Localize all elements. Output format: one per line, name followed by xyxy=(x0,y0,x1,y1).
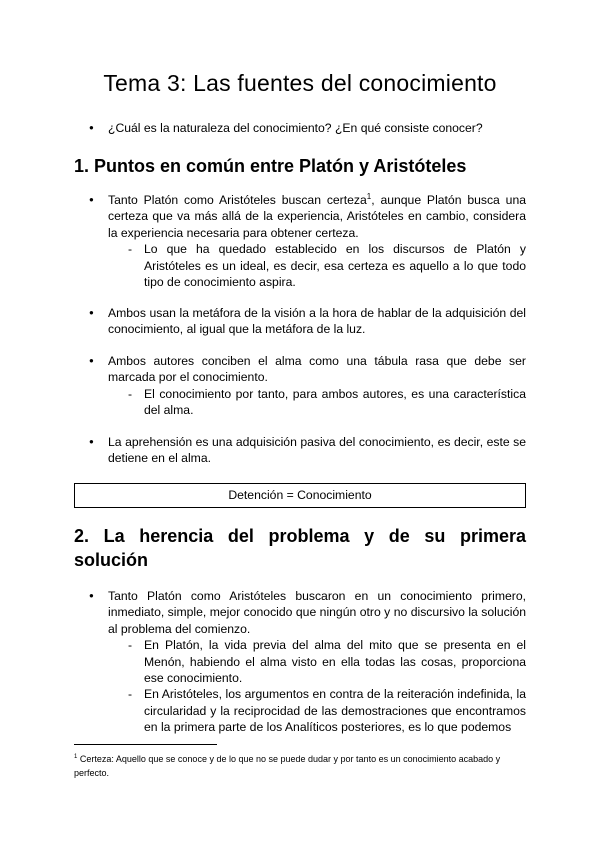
section-1-item-3 xyxy=(74,353,526,419)
sub-item: - Lo que ha quedado establecido en los discursos de Platón y Aristóteles es un ideal, es decir, esa certeza es aquello a lo que todo tipo de conocimiento aspira. xyxy=(74,241,526,290)
sub-item: - En Aristóteles, los argumentos en contra de la reiteración indefinida, la circularidad y la reciprocidad de las demostraciones que encontramos en la primera parte de los Analíticos posteriores, es lo que podemos xyxy=(74,686,526,735)
intro-question: ● ¿Cuál es la naturaleza del conocimiento? ¿En qué consiste conocer? xyxy=(74,120,526,136)
bullet-item: ● Tanto Platón como Aristóteles buscaron en un conocimiento primero, inmediato, simple, mejor conocido que ningún otro y no discursivo la solución al problema del comienzo. xyxy=(74,588,526,637)
sub-item: - El conocimiento por tanto, para ambos autores, es una característica del alma. xyxy=(74,386,526,419)
footnote-divider xyxy=(74,744,217,745)
item-text: Tanto Platón como Aristóteles buscan certeza xyxy=(108,193,367,207)
intro-block xyxy=(74,120,526,136)
footnote-number: 1 xyxy=(74,754,78,760)
bullet-item: ● Ambos usan la metáfora de la visión a la hora de hablar de la adquisición del conocimiento, al igual que la metáfora de la luz. xyxy=(74,305,526,338)
section-2-heading: 2. La herencia del problema y de su primera solución xyxy=(74,526,526,570)
section-2-item-1 xyxy=(74,588,526,736)
footnote xyxy=(74,752,526,780)
section-1-heading: 1. Puntos en común entre Platón y Aristóteles xyxy=(74,156,467,176)
footnote-ref[interactable]: 1 xyxy=(366,191,372,201)
section-1-item-4 xyxy=(74,434,526,467)
section-1-item-1 xyxy=(74,192,526,290)
page-title: Tema 3: Las fuentes del conocimiento xyxy=(103,70,497,96)
bullet-item: ● Ambos autores conciben el alma como una tábula rasa que debe ser marcada por el conocimiento. xyxy=(74,353,526,386)
item-text-cont: , aunque Platón busca una certeza que va más allá de la experiencia, Aristóteles en cambio, considera la experiencia necesaria para obtener certeza. xyxy=(108,193,526,240)
footnote-text: Certeza: Aquello que se conoce y de lo que no se puede dudar y por tanto es un conocimiento acabado y perfecto. xyxy=(74,754,501,778)
sub-item: - En Platón, la vida previa del alma del mito que se presenta en el Menón, habiendo el alma visto en ella todas las cosas, proporciona ese conocimiento. xyxy=(74,637,526,686)
section-1-item-2 xyxy=(74,305,526,338)
definition-box: Detención = Conocimiento xyxy=(74,483,526,508)
bullet-item xyxy=(74,192,526,241)
bullet-item: ● La aprehensión es una adquisición pasiva del conocimiento, es decir, este se detiene en el alma. xyxy=(74,434,526,467)
